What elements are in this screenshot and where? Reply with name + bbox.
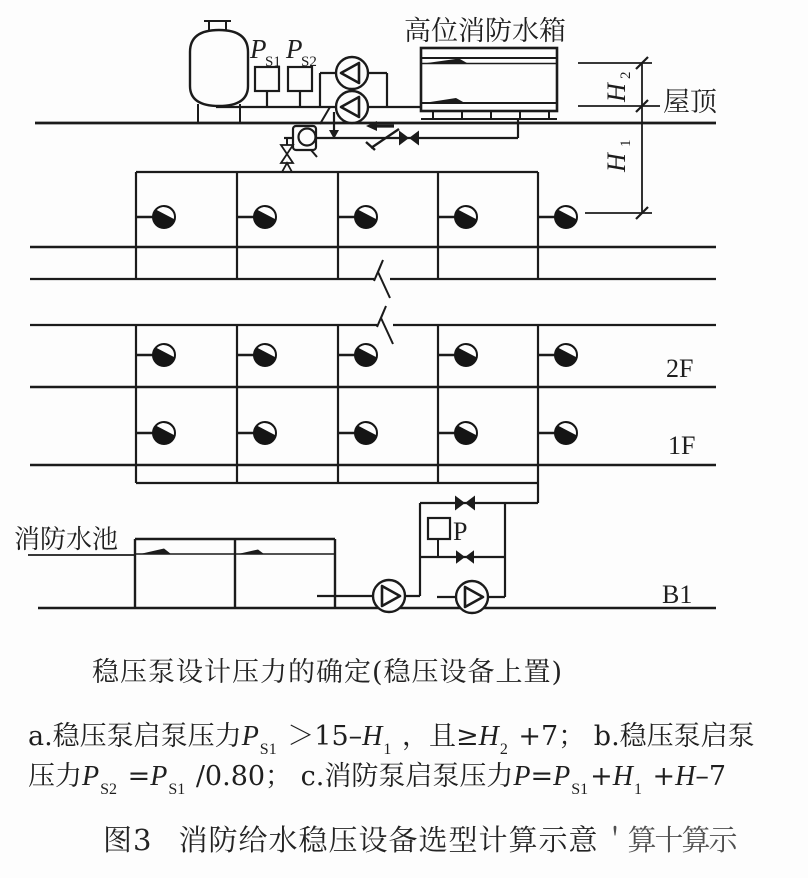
vertical-valve-assembly xyxy=(281,138,293,172)
formula-sub: S1 xyxy=(168,781,186,798)
formula-text: ＞15– xyxy=(278,721,363,752)
fire-hydrant-icon xyxy=(237,206,276,228)
figure-number: 图3 xyxy=(103,823,153,857)
caption-artifact-text: ＇算十算示 xyxy=(600,823,736,857)
formula-var: H xyxy=(362,721,383,752)
formula-line-bc xyxy=(28,754,788,798)
formula-var: P xyxy=(150,761,168,792)
roof-stabilizing-unit xyxy=(190,21,421,123)
pressure-switch-ps1 xyxy=(255,67,279,107)
tank-label: 高位消防水箱 xyxy=(404,16,566,47)
formula-text: = xyxy=(530,761,554,792)
building-riser-grid xyxy=(136,172,538,503)
ps2-label-sub: S2 xyxy=(301,54,317,70)
pool-label: 消防水池 xyxy=(14,525,119,555)
dimension-lines xyxy=(578,57,660,219)
fire-hydrant-icon xyxy=(438,206,477,228)
formula-var: P xyxy=(553,761,571,792)
dimension-label-h1: H xyxy=(602,153,631,172)
basement-label: B1 xyxy=(662,580,693,609)
dimension-label-h2-sub: 2 xyxy=(618,71,634,79)
formula-text: + xyxy=(590,761,613,792)
fire-pump-icon xyxy=(373,580,405,612)
floor-1f-label: 1F xyxy=(668,431,696,460)
fire-hydrant-icon xyxy=(136,422,175,444)
open-arrow-up-icon xyxy=(282,163,292,172)
gauge-label: P xyxy=(453,517,468,546)
formula-var: P xyxy=(82,761,100,792)
formula-text: + xyxy=(643,761,676,792)
fire-hydrant-icon xyxy=(538,422,577,444)
formula-var: P xyxy=(241,721,259,752)
fire-pump-icon xyxy=(456,581,488,613)
stabilizing-pump-icon xyxy=(336,91,368,123)
gate-valve-icon xyxy=(455,496,475,511)
formula-text: a.稳压泵启泵压力 xyxy=(28,721,242,752)
fire-hydrant-icon xyxy=(538,206,577,228)
formula-line-a xyxy=(28,714,788,758)
formula-var: H xyxy=(675,761,696,792)
fire-hydrant-icon xyxy=(338,206,377,228)
float-valve-icon xyxy=(293,126,317,157)
water-level-mark xyxy=(427,59,467,64)
floor-lines xyxy=(30,123,716,608)
formula-sub: 1 xyxy=(633,781,642,798)
formula-sub: 1 xyxy=(383,741,392,758)
stabilizing-pump-icon xyxy=(336,57,368,89)
ps1-label-sub: S1 xyxy=(265,54,281,70)
fire-hydrant-icon xyxy=(136,344,175,366)
ps2-label: P xyxy=(286,34,303,64)
formula-sub: S1 xyxy=(571,781,589,798)
formula-text: = xyxy=(119,761,151,792)
formula-var: H xyxy=(478,721,499,752)
water-level-mark xyxy=(238,550,264,555)
formula-text: 压力 xyxy=(28,761,82,792)
gate-valve-icon xyxy=(399,131,419,146)
gate-valve-icon xyxy=(456,550,474,564)
fire-hydrant-icon xyxy=(237,344,276,366)
dimension-label-h2: H xyxy=(602,83,631,102)
formula-text: /0.80； c.消防泵启泵压力 xyxy=(187,761,514,792)
formula-text: ，且≥ xyxy=(393,721,479,752)
check-valve-icon xyxy=(366,129,399,150)
figure-caption-text: 消防给水稳压设备选型计算示意 xyxy=(178,823,599,857)
fire-hydrant-icon xyxy=(136,206,175,228)
fire-hydrant-icon xyxy=(338,422,377,444)
formula-sub: S2 xyxy=(100,781,118,798)
water-level-mark xyxy=(427,98,464,103)
formula-var: H xyxy=(612,761,633,792)
fire-hydrant-icon xyxy=(538,344,577,366)
section-heading: 稳压泵设计压力的确定(稳压设备上置) xyxy=(92,657,564,688)
formula-text: –7 xyxy=(695,761,727,792)
pressure-gauge xyxy=(428,518,450,557)
formula-text: +7； b.稳压泵启泵 xyxy=(509,721,755,752)
tank-outlet-valve-line xyxy=(281,107,518,172)
fire-hydrant-icon xyxy=(438,344,477,366)
high-level-fire-tank xyxy=(421,48,557,138)
fire-hydrant-icon xyxy=(438,422,477,444)
fire-hydrant-icon xyxy=(237,422,276,444)
dimension-label-h1-sub: 1 xyxy=(618,139,634,147)
floor-2f-label: 2F xyxy=(666,354,694,383)
water-level-mark xyxy=(140,549,171,555)
pipe-break-icons xyxy=(374,260,393,344)
fire-hydrant-icon xyxy=(338,344,377,366)
figure-caption xyxy=(103,818,735,859)
roof-label: 屋顶 xyxy=(663,87,717,118)
ps1-label: P xyxy=(250,34,267,64)
formula-var: P xyxy=(513,761,531,792)
pressure-switch-ps2 xyxy=(288,67,312,107)
formula-sub: 2 xyxy=(499,741,508,758)
formula-sub: S1 xyxy=(259,741,277,758)
basement-pump-unit xyxy=(317,496,538,614)
